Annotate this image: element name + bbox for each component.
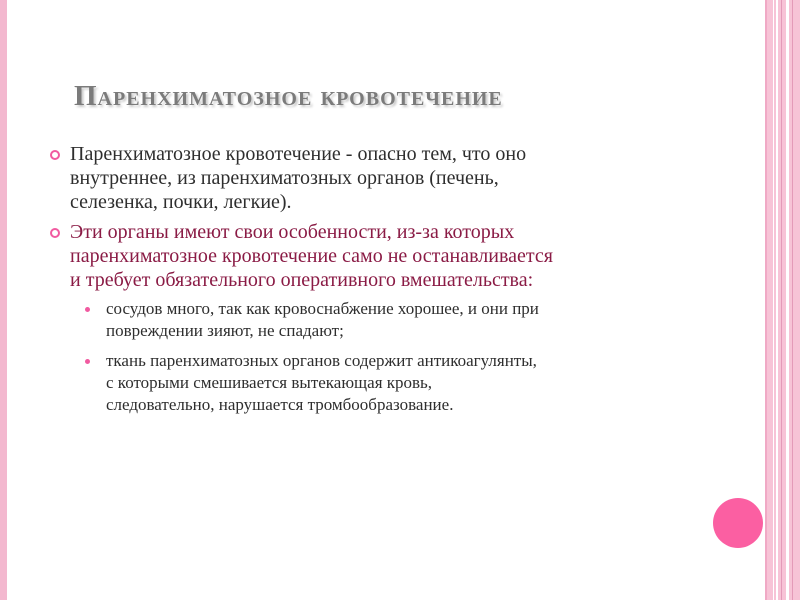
right-decor-panel xyxy=(767,0,800,600)
dot-bullet-icon xyxy=(85,307,90,312)
bullet-text-line: и требует обязательного оперативного вмешательства: xyxy=(70,269,534,291)
decor-stripe xyxy=(773,0,774,600)
sub-bullet-item xyxy=(40,350,730,416)
sub-bullet-text-line: повреждении зияют, не спадают; xyxy=(106,321,344,340)
dot-bullet-icon xyxy=(85,359,90,364)
ring-bullet-icon xyxy=(50,150,60,160)
decor-stripe xyxy=(776,0,778,600)
ring-bullet-icon xyxy=(50,228,60,238)
decor-stripe xyxy=(792,0,793,600)
bullet-text-line: паренхиматозное кровотечение само не останавливается xyxy=(70,245,553,267)
bullet-text-line: внутреннее, из паренхиматозных органов (печень, xyxy=(70,167,499,189)
decor-stripe xyxy=(786,0,789,600)
sub-bullet-text-line: сосудов много, так как кровоснабжение хорошее, и они при xyxy=(106,299,539,318)
bullet-text-line: селезенка, почки, легкие). xyxy=(70,191,292,213)
slide-title: Паренхиматозное кровотечение xyxy=(74,80,503,112)
sub-bullet-text-line: ткань паренхиматозных органов содержит антикоагулянты, xyxy=(106,351,537,370)
pink-circle-decoration xyxy=(713,498,763,548)
sub-bullet-text-line: следовательно, нарушается тромбообразование. xyxy=(106,395,454,414)
sub-bullet-item xyxy=(40,298,730,342)
left-decor-bar xyxy=(0,0,7,600)
sub-bullet-text-line: с которыми смешивается вытекающая кровь, xyxy=(106,373,433,392)
bullet-text-line: Паренхиматозное кровотечение - опасно тем, что оно xyxy=(70,143,527,165)
bullet-item xyxy=(40,142,730,214)
bullet-item-highlight xyxy=(40,220,730,292)
decor-stripe xyxy=(781,0,782,600)
bullet-text-line: Эти органы имеют свои особенности, из-за которых xyxy=(70,221,515,243)
slide-content xyxy=(40,142,730,424)
